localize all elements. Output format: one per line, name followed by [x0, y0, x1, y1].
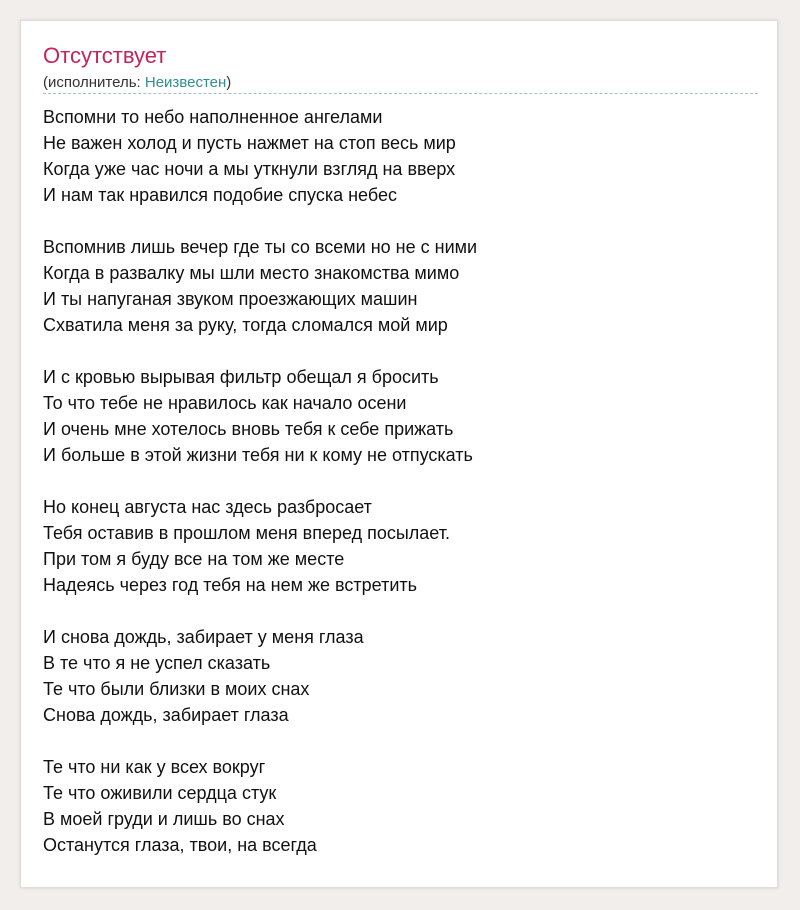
lyrics-line: Когда уже час ночи а мы уткнули взгляд на вверх	[43, 159, 456, 179]
lyrics-line: Вспомнив лишь вечер где ты со всеми но не с ними	[43, 237, 478, 257]
lyrics-line: В те что я не успел сказать	[43, 653, 271, 673]
lyrics-stanza	[43, 624, 758, 728]
lyrics-stanza	[43, 494, 758, 598]
lyrics-stanza	[43, 754, 758, 858]
artist-line	[43, 73, 231, 93]
lyrics-line: Надеясь через год тебя на нем же встретить	[43, 575, 418, 595]
lyrics-line: При том я буду все на том же месте	[43, 549, 345, 569]
lyrics-line: В моей груди и лишь во снах	[43, 809, 285, 829]
lyrics-line: И с кровью вырывая фильтр обещал я бросить	[43, 367, 439, 387]
lyrics-line: То что тебе не нравилось как начало осени	[43, 393, 407, 413]
artist-suffix: )	[226, 74, 232, 91]
lyrics-line: Те что оживили сердца стук	[43, 783, 277, 803]
lyrics-line: Вспомни то небо наполненное ангелами	[43, 107, 383, 127]
lyrics-line: И ты напуганая звуком проезжающих машин	[43, 289, 418, 309]
artist-link[interactable]: Неизвестен	[144, 74, 227, 91]
lyrics-line: И снова дождь, забирает у меня глаза	[43, 627, 364, 647]
lyrics-stanza	[43, 104, 758, 208]
lyrics-line: Те что ни как у всех вокруг	[43, 757, 266, 777]
lyrics-line: Схватила меня за руку, тогда сломался мой мир	[43, 315, 448, 335]
lyrics-body	[43, 104, 758, 884]
lyrics-line: И больше в этой жизни тебя ни к кому не отпускать	[43, 445, 473, 465]
lyrics-line: Когда в развалку мы шли место знакомства мимо	[43, 263, 460, 283]
lyrics-line: Но конец августа нас здесь разбросает	[43, 497, 372, 517]
lyrics-line: Тебя оставив в прошлом меня вперед посылает.	[43, 523, 450, 543]
artist-prefix: (исполнитель:	[43, 74, 145, 91]
lyrics-stanza	[43, 364, 758, 468]
lyrics-line: Останутся глаза, твои, на всегда	[43, 835, 317, 855]
lyrics-line: Те что были близки в моих снах	[43, 679, 310, 699]
song-title: Отсутствует	[43, 43, 167, 68]
title-divider	[43, 93, 758, 94]
lyrics-line: Не важен холод и пусть нажмет на стоп весь мир	[43, 133, 456, 153]
lyrics-line: И очень мне хотелось вновь тебя к себе прижать	[43, 419, 454, 439]
lyrics-line: И нам так нравился подобие спуска небес	[43, 185, 397, 205]
lyrics-line: Снова дождь, забирает глаза	[43, 705, 289, 725]
lyrics-card	[20, 20, 778, 888]
lyrics-stanza	[43, 234, 758, 338]
